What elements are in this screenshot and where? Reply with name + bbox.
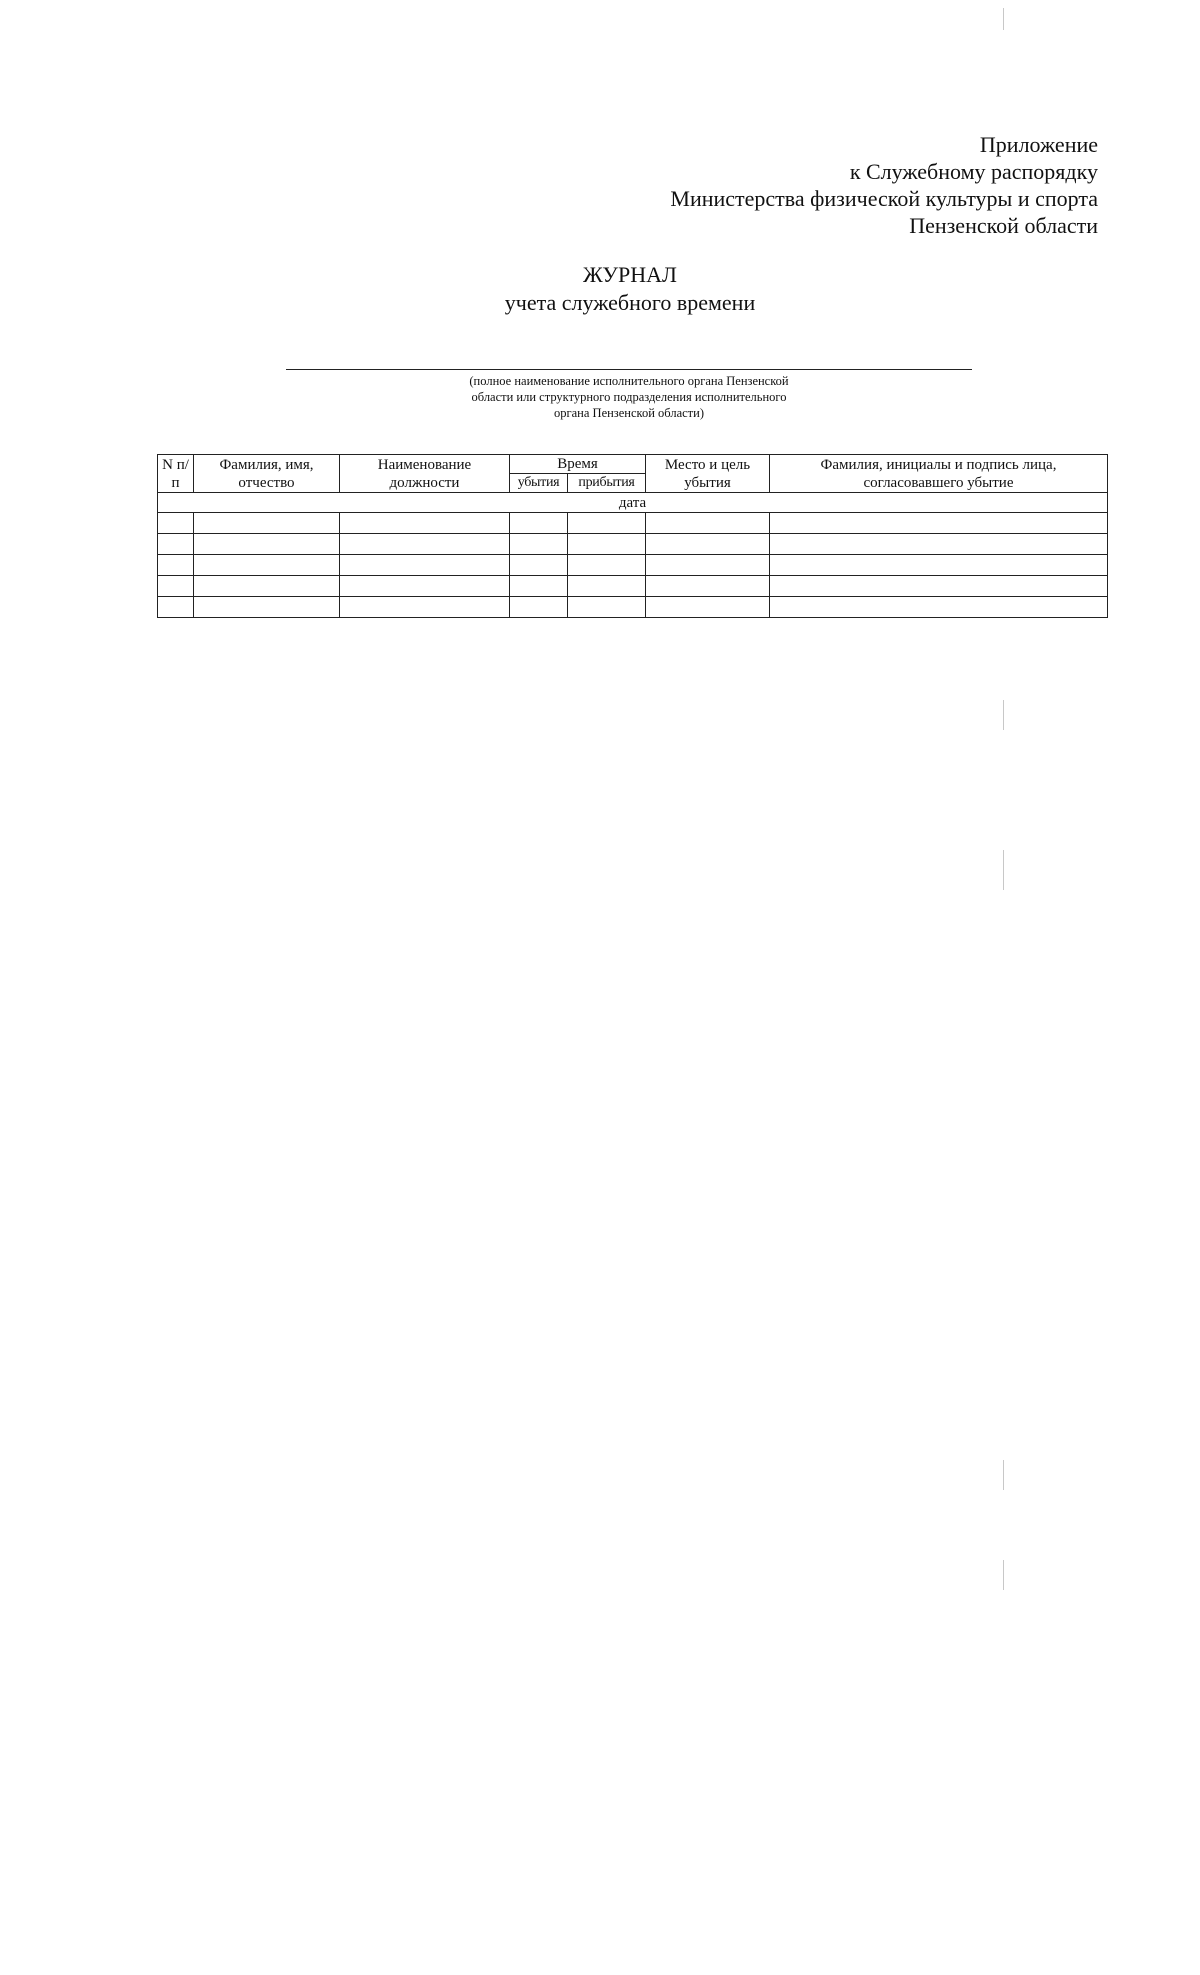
journal-title-block xyxy=(0,261,1200,317)
journal-subtitle: учета служебного времени xyxy=(504,290,756,315)
table-row xyxy=(158,513,1108,534)
table-cell xyxy=(340,597,510,618)
table-cell xyxy=(510,597,568,618)
table-cell xyxy=(194,597,340,618)
table-cell xyxy=(194,555,340,576)
org-name-fill-line xyxy=(286,369,972,370)
scan-artifact xyxy=(1003,850,1004,890)
table-cell xyxy=(194,534,340,555)
col-arrival-header: прибытия xyxy=(568,474,646,493)
table-cell xyxy=(646,513,770,534)
col-name-header: Фамилия, имя, отчество xyxy=(194,455,340,493)
appendix-line: Пензенской области xyxy=(909,213,1098,238)
col-approver-header: Фамилия, инициалы и подпись лица, согласовавшего убытие xyxy=(770,455,1108,493)
table-cell xyxy=(194,513,340,534)
scan-artifact xyxy=(1003,1560,1004,1590)
header-row xyxy=(158,455,1108,474)
table-cell xyxy=(646,555,770,576)
table-cell xyxy=(510,534,568,555)
table-cell xyxy=(770,576,1108,597)
table-cell xyxy=(340,513,510,534)
table-row xyxy=(158,534,1108,555)
table-cell xyxy=(510,555,568,576)
table-cell xyxy=(646,597,770,618)
journal-title: ЖУРНАЛ xyxy=(583,262,677,287)
table-row xyxy=(158,555,1108,576)
table-cell xyxy=(568,597,646,618)
table-cell xyxy=(158,534,194,555)
table-cell xyxy=(646,534,770,555)
table-cell xyxy=(568,534,646,555)
appendix-line: Министерства физической культуры и спорта xyxy=(670,186,1098,211)
table-cell xyxy=(340,555,510,576)
table-cell xyxy=(340,534,510,555)
table-cell xyxy=(568,555,646,576)
table-cell xyxy=(770,534,1108,555)
scan-artifact xyxy=(1003,700,1004,730)
appendix-header xyxy=(578,131,1098,239)
scan-artifact xyxy=(1003,1460,1004,1490)
table-row xyxy=(158,576,1108,597)
table-cell xyxy=(770,597,1108,618)
table-cell xyxy=(510,513,568,534)
col-position-header: Наименование должности xyxy=(340,455,510,493)
table-cell xyxy=(340,576,510,597)
table-cell xyxy=(770,555,1108,576)
col-number-header: N п/п xyxy=(158,455,194,493)
scan-artifact xyxy=(1003,8,1004,30)
table-cell xyxy=(568,576,646,597)
org-caption-line: области или структурного подразделения исполнительного xyxy=(471,390,787,404)
date-row xyxy=(158,493,1108,513)
org-caption-line: (полное наименование исполнительного органа Пензенской xyxy=(469,374,789,388)
table-cell xyxy=(194,576,340,597)
col-place-purpose-header: Место и цель убытия xyxy=(646,455,770,493)
table-cell xyxy=(568,513,646,534)
table-cell xyxy=(158,555,194,576)
journal-table xyxy=(157,454,1108,618)
appendix-line: к Служебному распорядку xyxy=(849,159,1098,184)
table-cell xyxy=(158,576,194,597)
table-row xyxy=(158,597,1108,618)
table-cell xyxy=(510,576,568,597)
table-cell xyxy=(158,513,194,534)
table-cell xyxy=(770,513,1108,534)
col-time-header: Время xyxy=(510,455,646,474)
col-departure-header: убытия xyxy=(510,474,568,493)
appendix-line: Приложение xyxy=(979,132,1098,157)
table-cell xyxy=(646,576,770,597)
date-label: дата xyxy=(158,493,1108,513)
org-name-caption xyxy=(286,373,972,421)
table-cell xyxy=(158,597,194,618)
org-caption-line: органа Пензенской области) xyxy=(554,406,704,420)
